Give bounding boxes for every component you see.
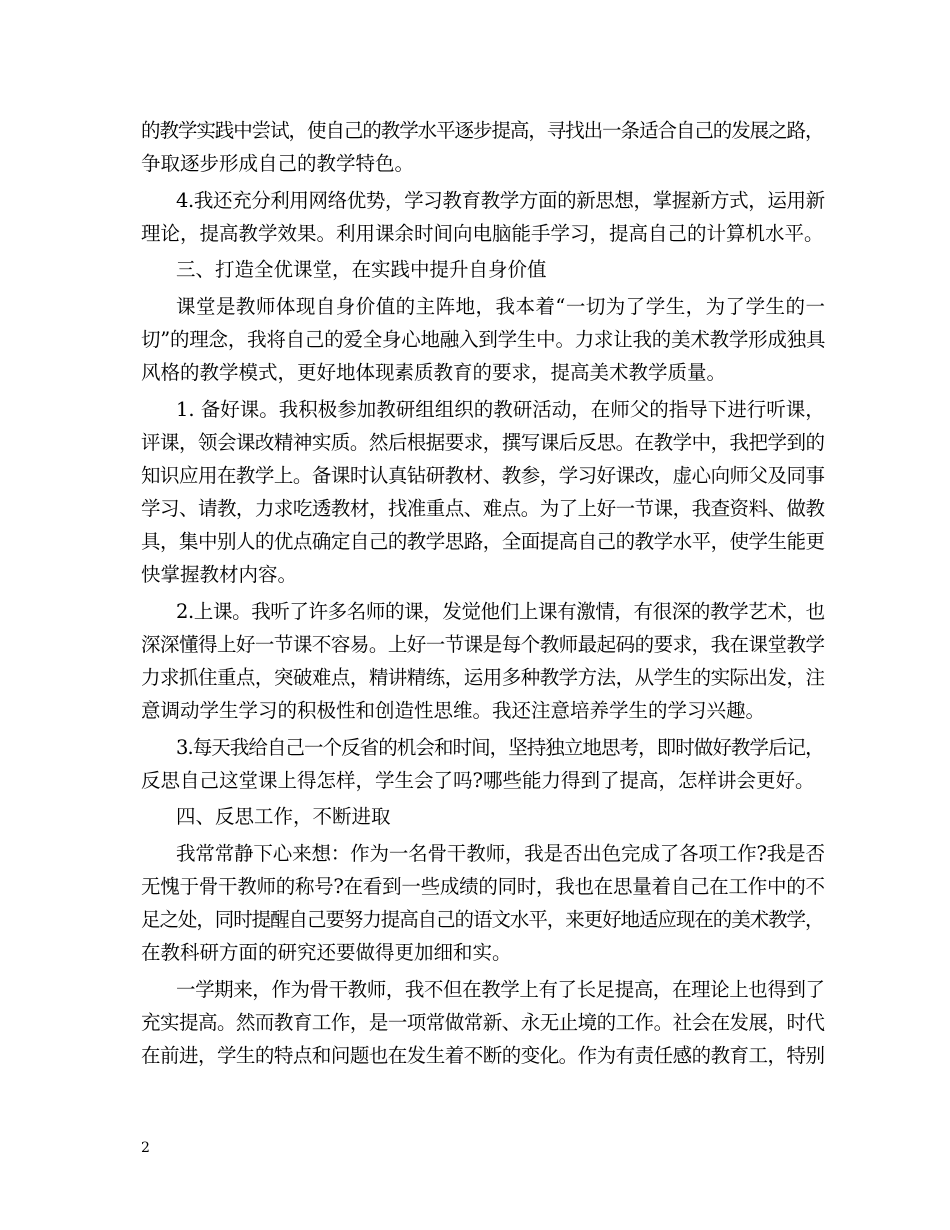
text-line: 在教科研方面的研究还要做得更加细和实。	[141, 941, 512, 964]
text-line: 反思自己这堂课上得怎样，学生会了吗?哪些能力得到了提高，怎样讲会更好。	[141, 769, 815, 792]
text-line: 3.每天我给自己一个反省的机会和时间，坚持独立地思考，即时做好教学后记，	[176, 736, 824, 759]
text-line: 三、打造全优课堂，在实践中提升自身价值	[176, 258, 547, 281]
text-line: 评课，领会课改精神实质。然后根据要求，撰写课后反思。在教学中，我把学到的	[141, 431, 825, 454]
text-line: 2.上课。我听了许多名师的课，发觉他们上课有激情，有很深的教学艺术，也	[176, 600, 825, 623]
text-line: 充实提高。然而教育工作，是一项常做常新、永无止境的工作。社会在发展，时代	[141, 1011, 825, 1034]
text-line: 力求抓住重点，突破难点，精讲精练，运用多种教学方法，从学生的实际出发，注	[141, 666, 825, 689]
text-line: 知识应用在教学上。备课时认真钻研教材、教参，学习好课改，虚心向师父及同事	[141, 464, 825, 487]
text-line: 4.我还充分利用网络优势，学习教育教学方面的新思想，掌握新方式，运用新	[176, 189, 825, 212]
text-line: 的教学实践中尝试，使自己的教学水平逐步提高，寻找出一条适合自己的发展之路，	[141, 119, 824, 142]
page-number: 2	[141, 1140, 150, 1156]
text-line: 一学期来，作为骨干教师，我不但在教学上有了长足提高，在理论上也得到了	[176, 978, 825, 1001]
text-line: 切”的理念，我将自己的爱全身心地融入到学生中。力求让我的美术教学形成独具	[141, 328, 826, 351]
text-line: 学习、请教，力求吃透教材，找准重点、难点。为了上好一节课，我查资料、做教	[141, 497, 825, 520]
text-line: 1. 备好课。我积极参加教研组组织的教研活动，在师父的指导下进行听课，	[176, 398, 825, 421]
text-line: 在前进，学生的特点和问题也在发生着不断的变化。作为有责任感的教育工，特别	[141, 1044, 825, 1067]
text-line: 四、反思工作，不断进取	[176, 805, 391, 828]
text-line: 意调动学生学习的积极性和创造性思维。我还注意培养学生的学习兴趣。	[141, 699, 766, 722]
text-line: 争取逐步形成自己的教学特色。	[141, 152, 415, 175]
text-line: 我常常静下心来想：作为一名骨干教师，我是否出色完成了各项工作?我是否	[176, 842, 825, 865]
text-line: 足之处，同时提醒自己要努力提高自己的语文水平，来更好地适应现在的美术教学，	[141, 908, 824, 931]
text-line: 快掌握教材内容。	[141, 563, 298, 586]
text-line: 理论，提高教学效果。利用课余时间向电脑能手学习，提高自己的计算机水平。	[141, 222, 824, 245]
text-line: 课堂是教师体现自身价值的主阵地，我本着“一切为了学生，为了学生的一	[176, 295, 826, 318]
text-line: 具，集中别人的优点确定自己的教学思路，全面提高自己的教学水平，使学生能更	[141, 530, 825, 553]
text-line: 深深懂得上好一节课不容易。上好一节课是每个教师最起码的要求，我在课堂教学	[141, 633, 825, 656]
text-line: 无愧于骨干教师的称号?在看到一些成绩的同时，我也在思量着自己在工作中的不	[141, 875, 825, 898]
text-line: 风格的教学模式，更好地体现素质教育的要求，提高美术教学质量。	[141, 361, 727, 384]
